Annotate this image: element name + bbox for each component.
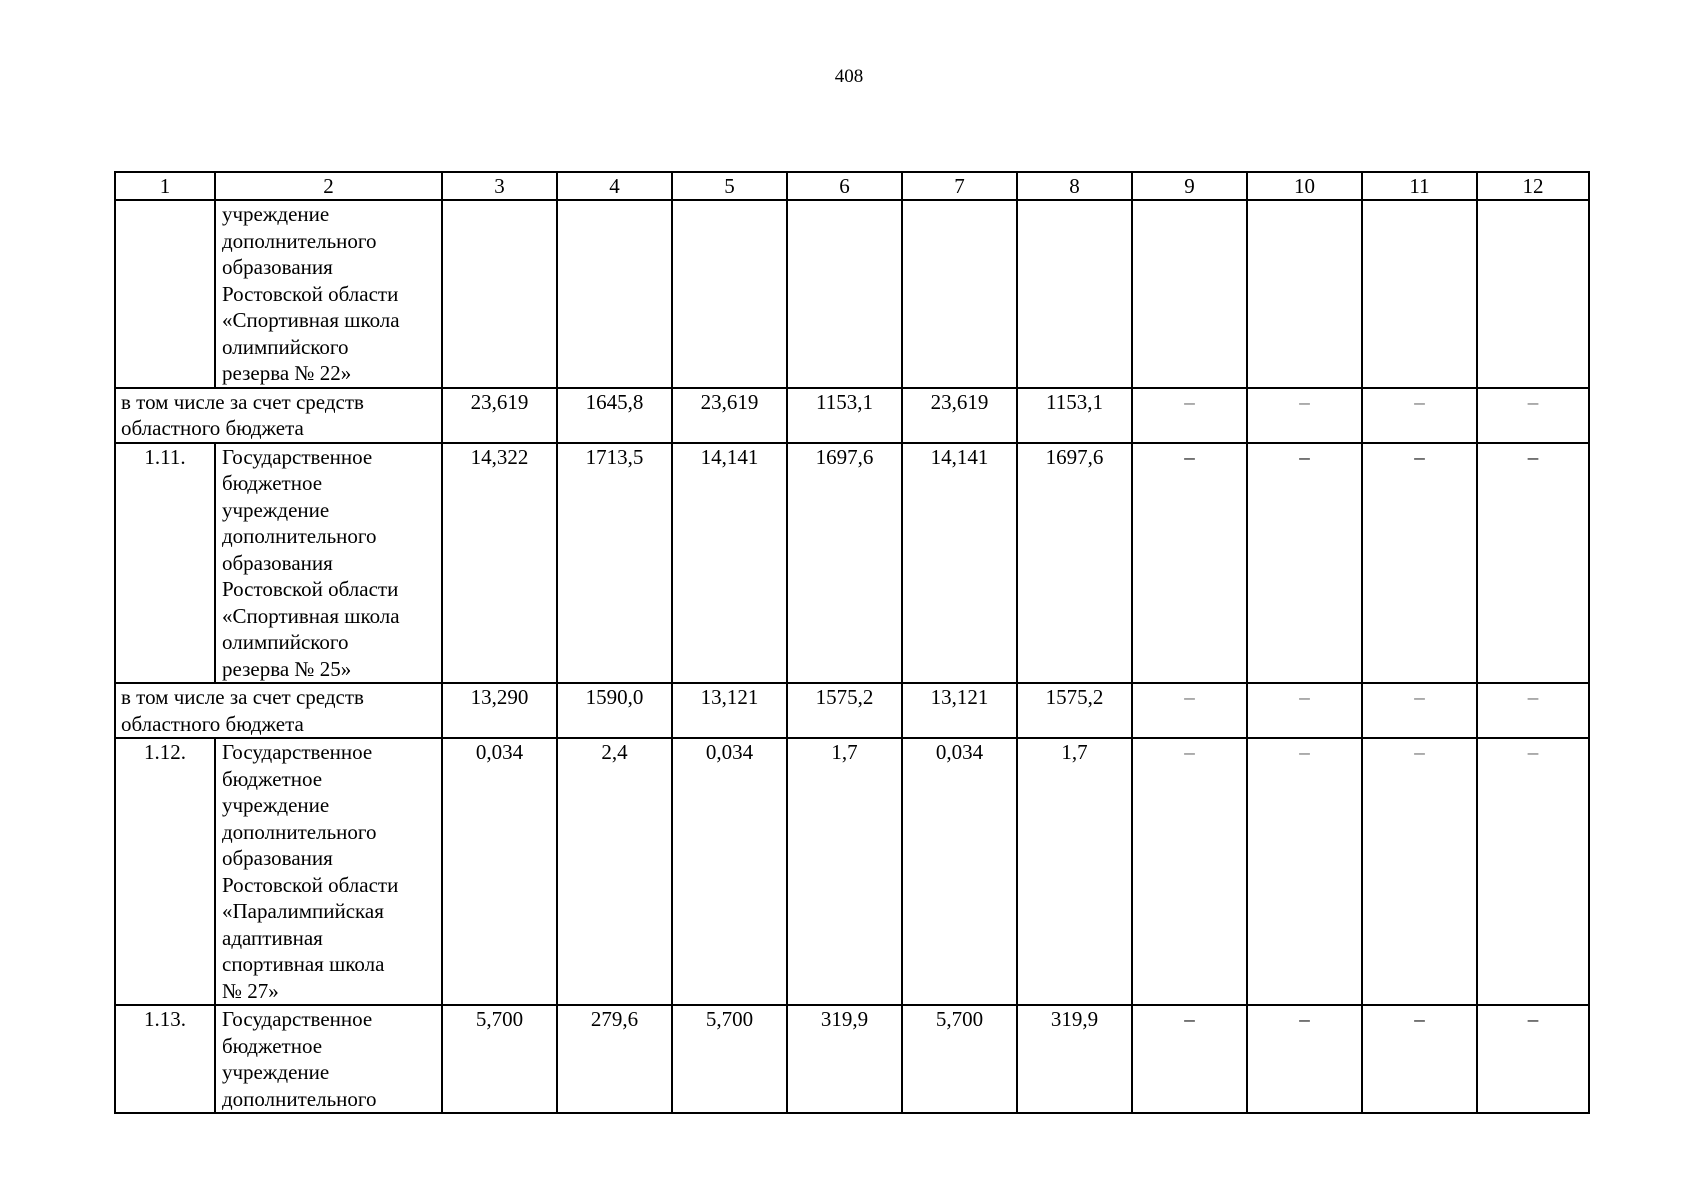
institution-name-line: бюджетное	[222, 766, 323, 791]
institution-name-line: дополнительного	[222, 1086, 377, 1111]
cell-value: –	[1299, 685, 1310, 709]
cell-value: 13,121	[700, 685, 759, 709]
value-cell	[1132, 200, 1247, 388]
cell-value: –	[1414, 1007, 1425, 1031]
cell-value: 0,034	[935, 740, 984, 764]
institution-name-line: бюджетное	[222, 471, 323, 495]
column-header: 7	[902, 172, 1017, 200]
institution-name-line: адаптивная	[222, 925, 323, 950]
cell-value: 1697,6	[1045, 444, 1104, 469]
cell-value: –	[1527, 1007, 1539, 1031]
cell-value: 2,4	[601, 740, 628, 764]
value-cell	[1017, 738, 1132, 1005]
cell-value: –	[1414, 389, 1425, 414]
value-cell	[442, 683, 557, 738]
cell-value: –	[1527, 389, 1539, 414]
institution-name-line: дополнительного	[222, 524, 377, 548]
value-cell	[557, 443, 672, 684]
row-number-cell	[115, 443, 215, 684]
institution-name-line: образования	[222, 255, 333, 279]
institution-name-line: спортивная школа	[222, 952, 385, 976]
value-cell	[557, 388, 672, 443]
value-cell	[442, 738, 557, 1005]
budget-label-line: в том числе за счет средств	[121, 389, 364, 414]
institution-name-line: олимпийского	[222, 334, 349, 359]
institution-name-line: «Спортивная школа	[222, 603, 400, 628]
institution-name-line: образования	[222, 846, 333, 870]
cell-value: –	[1414, 740, 1425, 764]
table-row	[115, 1005, 1589, 1113]
value-cell	[1362, 200, 1477, 388]
institution-name-line: учреждение	[222, 202, 330, 226]
cell-value: 1713,5	[585, 444, 644, 469]
value-cell	[557, 1005, 672, 1113]
value-cell	[1017, 443, 1132, 684]
value-cell	[672, 200, 787, 388]
cell-value: 319,9	[1050, 1007, 1099, 1031]
cell-value: 1575,2	[1045, 685, 1104, 709]
value-cell	[1017, 683, 1132, 738]
institution-name-line: «Спортивная школа	[222, 308, 400, 332]
institution-name-cell	[215, 443, 442, 684]
institution-name-cell	[215, 200, 442, 388]
institution-name-line: дополнительного	[222, 819, 377, 844]
table-row	[115, 200, 1589, 388]
value-cell	[1247, 738, 1362, 1005]
value-cell	[902, 683, 1017, 738]
institution-name-line: Государственное	[222, 740, 373, 764]
institution-name-line: резерва № 25»	[222, 656, 352, 681]
cell-value: 5,700	[475, 1007, 524, 1031]
institution-name-line: «Паралимпийская	[222, 899, 384, 923]
value-cell	[1477, 443, 1589, 684]
cell-value: –	[1414, 444, 1425, 469]
institution-name-cell	[215, 1005, 442, 1113]
cell-value: 1,7	[831, 740, 858, 764]
cell-value: 1697,6	[815, 444, 874, 469]
value-cell	[787, 1005, 902, 1113]
row-number-cell	[115, 1005, 215, 1113]
value-cell	[1247, 388, 1362, 443]
cell-value: 14,141	[700, 444, 759, 469]
column-header: 5	[672, 172, 787, 200]
institution-name-line: олимпийского	[222, 630, 349, 654]
cell-value: 1153,1	[1046, 389, 1103, 414]
institution-name-line: учреждение	[222, 1060, 330, 1084]
value-cell	[787, 683, 902, 738]
value-cell	[1017, 200, 1132, 388]
value-cell	[787, 443, 902, 684]
column-header: 10	[1247, 172, 1362, 200]
value-cell	[1477, 1005, 1589, 1113]
value-cell	[557, 738, 672, 1005]
value-cell	[902, 1005, 1017, 1113]
value-cell	[1362, 1005, 1477, 1113]
cell-value: –	[1527, 685, 1539, 709]
value-cell	[1477, 200, 1589, 388]
value-cell	[1362, 388, 1477, 443]
cell-value: –	[1184, 444, 1195, 469]
cell-value: –	[1299, 740, 1310, 764]
value-cell	[787, 388, 902, 443]
value-cell	[672, 738, 787, 1005]
budget-label-cell	[115, 683, 442, 738]
row-number-cell	[115, 200, 215, 388]
value-cell	[1132, 443, 1247, 684]
column-header: 4	[557, 172, 672, 200]
value-cell	[1017, 388, 1132, 443]
value-cell	[1132, 683, 1247, 738]
institution-name-line: Государственное	[222, 444, 373, 469]
value-cell	[557, 200, 672, 388]
table-row	[115, 683, 1589, 738]
cell-value: –	[1184, 389, 1195, 414]
cell-value: 5,700	[935, 1007, 984, 1031]
table-row	[115, 443, 1589, 684]
budget-label-line: областного бюджета	[121, 416, 304, 440]
institution-name-line: Ростовской области	[222, 577, 399, 601]
cell-value: 14,141	[930, 444, 989, 469]
cell-value: –	[1184, 685, 1195, 709]
row-number: 1.13.	[144, 1007, 186, 1031]
institution-name-line: Ростовской области	[222, 281, 399, 306]
budget-label-cell	[115, 388, 442, 443]
cell-value: –	[1299, 1007, 1310, 1031]
institution-name-line: № 27»	[222, 978, 279, 1003]
column-header: 6	[787, 172, 902, 200]
value-cell	[1247, 683, 1362, 738]
value-cell	[1362, 443, 1477, 684]
institution-name-line: дополнительного	[222, 228, 377, 253]
value-cell	[672, 683, 787, 738]
cell-value: 1,7	[1061, 740, 1088, 764]
value-cell	[1477, 683, 1589, 738]
cell-value: 1590,0	[585, 685, 644, 709]
institution-name-line: образования	[222, 550, 333, 575]
column-header: 9	[1132, 172, 1247, 200]
value-cell	[442, 388, 557, 443]
row-number: 1.12.	[144, 740, 186, 764]
column-header: 1	[115, 172, 215, 200]
page-number: 408	[834, 66, 864, 87]
value-cell	[1477, 388, 1589, 443]
value-cell	[1362, 738, 1477, 1005]
cell-value: 1575,2	[815, 685, 874, 709]
row-number-cell	[115, 738, 215, 1005]
value-cell	[442, 1005, 557, 1113]
cell-value: 0,034	[705, 740, 754, 764]
cell-value: 14,322	[470, 444, 529, 469]
cell-value: 1153,1	[816, 389, 873, 414]
cell-value: –	[1299, 444, 1310, 469]
cell-value: 1645,8	[585, 389, 644, 414]
cell-value: 319,9	[820, 1007, 869, 1031]
value-cell	[442, 200, 557, 388]
cell-value: 13,290	[470, 685, 529, 709]
cell-value: –	[1184, 1007, 1195, 1031]
institution-name-line: учреждение	[222, 497, 330, 522]
cell-value: –	[1184, 740, 1195, 764]
value-cell	[672, 443, 787, 684]
value-cell	[672, 1005, 787, 1113]
cell-value: 279,6	[590, 1007, 639, 1031]
value-cell	[1477, 738, 1589, 1005]
institution-name-line: Государственное	[222, 1007, 373, 1031]
column-header: 8	[1017, 172, 1132, 200]
cell-value: –	[1299, 389, 1310, 414]
cell-value: 0,034	[475, 740, 524, 764]
institution-name-line: Ростовской области	[222, 872, 399, 897]
cell-value: –	[1527, 444, 1539, 469]
value-cell	[1132, 388, 1247, 443]
table-row	[115, 738, 1589, 1005]
value-cell	[1132, 738, 1247, 1005]
value-cell	[1132, 1005, 1247, 1113]
value-cell	[787, 738, 902, 1005]
cell-value: 23,619	[930, 389, 989, 414]
value-cell	[902, 200, 1017, 388]
column-header: 12	[1477, 172, 1589, 200]
cell-value: 13,121	[930, 685, 989, 709]
value-cell	[902, 388, 1017, 443]
column-header: 2	[215, 172, 442, 200]
institution-name-line: резерва № 22»	[222, 361, 352, 385]
data-table	[114, 171, 1590, 1114]
cell-value: –	[1414, 685, 1425, 709]
value-cell	[557, 683, 672, 738]
cell-value: 23,619	[700, 389, 759, 414]
column-header: 3	[442, 172, 557, 200]
column-header: 11	[1362, 172, 1477, 200]
value-cell	[442, 443, 557, 684]
table-row	[115, 388, 1589, 443]
value-cell	[672, 388, 787, 443]
value-cell	[902, 443, 1017, 684]
budget-label-line: областного бюджета	[121, 711, 304, 736]
value-cell	[1247, 1005, 1362, 1113]
value-cell	[1362, 683, 1477, 738]
institution-name-line: бюджетное	[222, 1033, 323, 1058]
institution-name-cell	[215, 738, 442, 1005]
budget-label-line: в том числе за счет средств	[121, 685, 364, 709]
value-cell	[902, 738, 1017, 1005]
value-cell	[1247, 443, 1362, 684]
cell-value: 23,619	[470, 389, 529, 414]
institution-name-line: учреждение	[222, 793, 330, 817]
row-number: 1.11.	[144, 444, 186, 469]
cell-value: –	[1527, 740, 1539, 764]
value-cell	[1247, 200, 1362, 388]
value-cell	[787, 200, 902, 388]
value-cell	[1017, 1005, 1132, 1113]
cell-value: 5,700	[705, 1007, 754, 1031]
table-header-row	[115, 172, 1589, 200]
